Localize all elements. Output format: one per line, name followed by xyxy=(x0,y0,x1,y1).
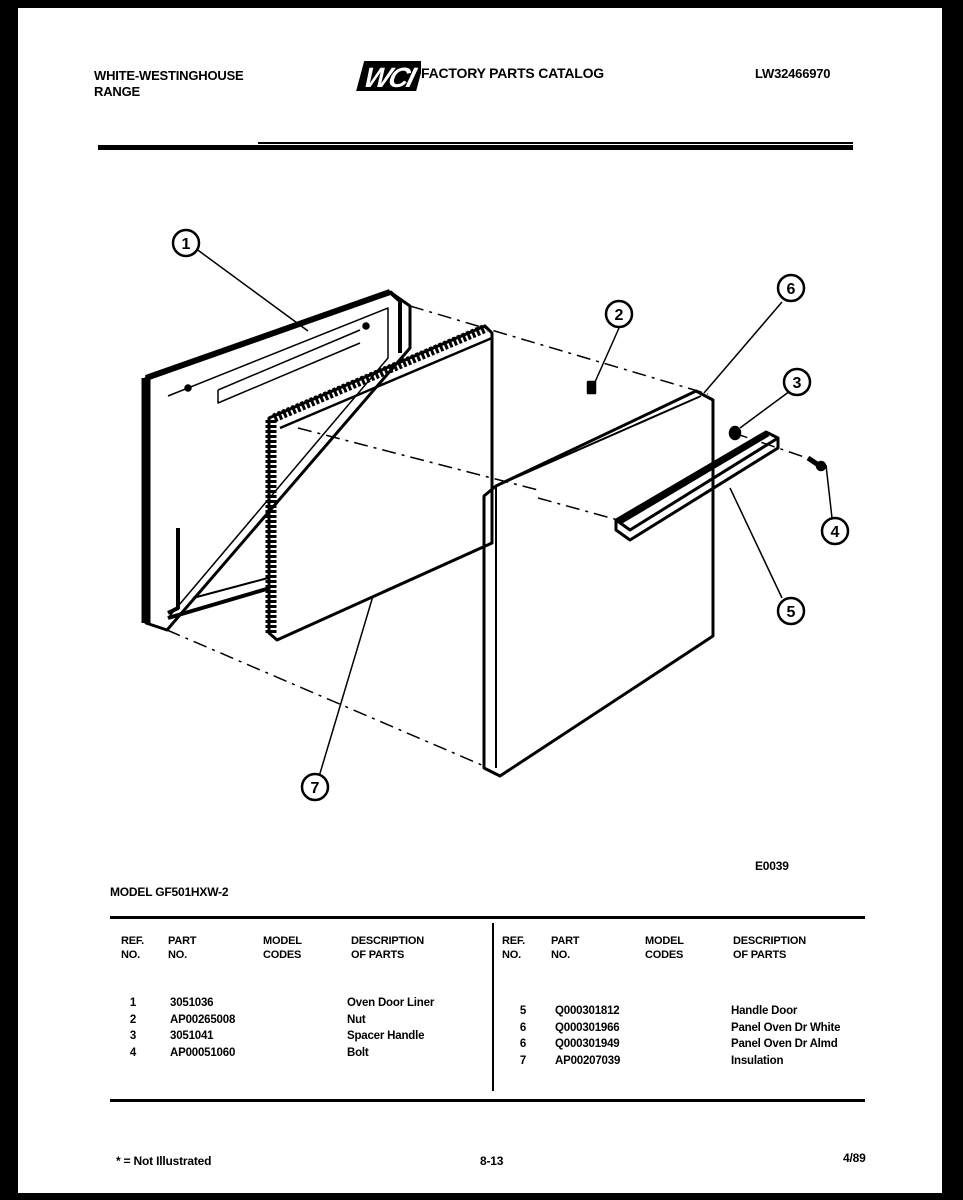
table-row-ref: 7 xyxy=(519,1054,527,1067)
table-row-part: AP00051060 xyxy=(170,1046,236,1059)
callout-5 xyxy=(778,598,804,624)
svg-text:1: 1 xyxy=(181,236,191,253)
header-model-codes: MODEL CODES xyxy=(263,935,302,961)
alignment-lines xyxy=(167,306,813,766)
table-row-ref: 5 xyxy=(519,1005,527,1017)
header-ref-no-right: REF. NO. xyxy=(502,935,526,961)
left-part-column xyxy=(170,995,235,1061)
figure-code: E0039 xyxy=(755,859,789,873)
table-row-part: AP00207039 xyxy=(555,1054,621,1067)
manufacturer-line-1: WHITE-WESTINGHOUSE xyxy=(94,68,244,83)
table-row-part: Q000301812 xyxy=(555,1005,620,1017)
part-oven-door-liner xyxy=(146,292,410,630)
left-description-column xyxy=(347,995,434,1061)
right-description-column xyxy=(731,1003,840,1069)
svg-text:7: 7 xyxy=(310,780,320,797)
part-outer-panel xyxy=(484,391,713,776)
part-bolt xyxy=(808,458,825,470)
table-row-part: Q000301949 xyxy=(555,1038,620,1050)
table-row-part: 3051041 xyxy=(170,1030,214,1042)
catalog-page xyxy=(18,8,942,1193)
header-description-right: DESCRIPTION OF PARTS xyxy=(733,935,806,961)
svg-text:6: 6 xyxy=(786,281,796,298)
svg-text:4: 4 xyxy=(830,524,840,541)
table-column-divider xyxy=(492,923,494,1091)
model-label: MODEL GF501HXW-2 xyxy=(110,885,229,899)
table-row-part: Q000301966 xyxy=(555,1021,620,1034)
part-handle xyxy=(616,432,778,540)
table-row-description: Oven Door Liner xyxy=(347,997,435,1009)
oven-door-diagram xyxy=(18,8,942,828)
catalog-number: LW32466970 xyxy=(755,66,831,81)
callout-3 xyxy=(784,369,810,395)
table-row-ref: 6 xyxy=(519,1038,527,1050)
table-row-part: AP00265008 xyxy=(170,1013,236,1026)
table-row-description: Spacer Handle xyxy=(347,1030,425,1042)
manufacturer-line-2: RANGE xyxy=(94,84,140,99)
header-model-codes-right: MODEL CODES xyxy=(645,935,684,961)
not-illustrated-note: * = Not Illustrated xyxy=(116,1154,212,1168)
right-part-column xyxy=(555,1003,620,1069)
header-ref-no: REF. NO. xyxy=(121,935,145,961)
svg-text:5: 5 xyxy=(786,604,796,621)
right-ref-column xyxy=(516,1003,530,1069)
callout-6 xyxy=(778,275,804,301)
table-row-description: Insulation xyxy=(731,1054,784,1067)
page-number: 8-13 xyxy=(480,1154,504,1168)
part-nut xyxy=(588,382,595,393)
left-ref-column xyxy=(126,995,140,1061)
table-row-description: Bolt xyxy=(347,1046,369,1059)
table-row-description: Panel Oven Dr Almd xyxy=(731,1038,838,1050)
part-insulation xyxy=(269,326,492,640)
callout-4 xyxy=(822,518,848,544)
svg-text:2: 2 xyxy=(614,307,624,324)
revision-date: 4/89 xyxy=(843,1151,866,1165)
table-row-ref: 1 xyxy=(129,997,137,1009)
callout-2 xyxy=(606,301,632,327)
svg-text:WCI: WCI xyxy=(360,62,418,94)
svg-text:3: 3 xyxy=(792,375,802,392)
header-part-no: PART NO. xyxy=(168,935,197,961)
callout-1 xyxy=(173,230,199,256)
table-row-ref: 4 xyxy=(129,1046,137,1059)
table-top-rule xyxy=(110,916,865,919)
table-row-part: 3051036 xyxy=(170,997,214,1009)
header-part-no-right: PART NO. xyxy=(551,935,580,961)
table-row-ref: 3 xyxy=(129,1030,137,1042)
table-bottom-rule xyxy=(110,1099,865,1102)
header-description: DESCRIPTION OF PARTS xyxy=(351,935,424,961)
table-row-description: Panel Oven Dr White xyxy=(731,1021,841,1034)
table-row-ref: 2 xyxy=(129,1013,137,1026)
table-row-description: Handle Door xyxy=(731,1005,798,1017)
callout-7 xyxy=(302,774,328,800)
table-row-ref: 6 xyxy=(519,1021,527,1034)
table-row-description: Nut xyxy=(347,1013,366,1026)
catalog-title: FACTORY PARTS CATALOG xyxy=(421,65,604,81)
